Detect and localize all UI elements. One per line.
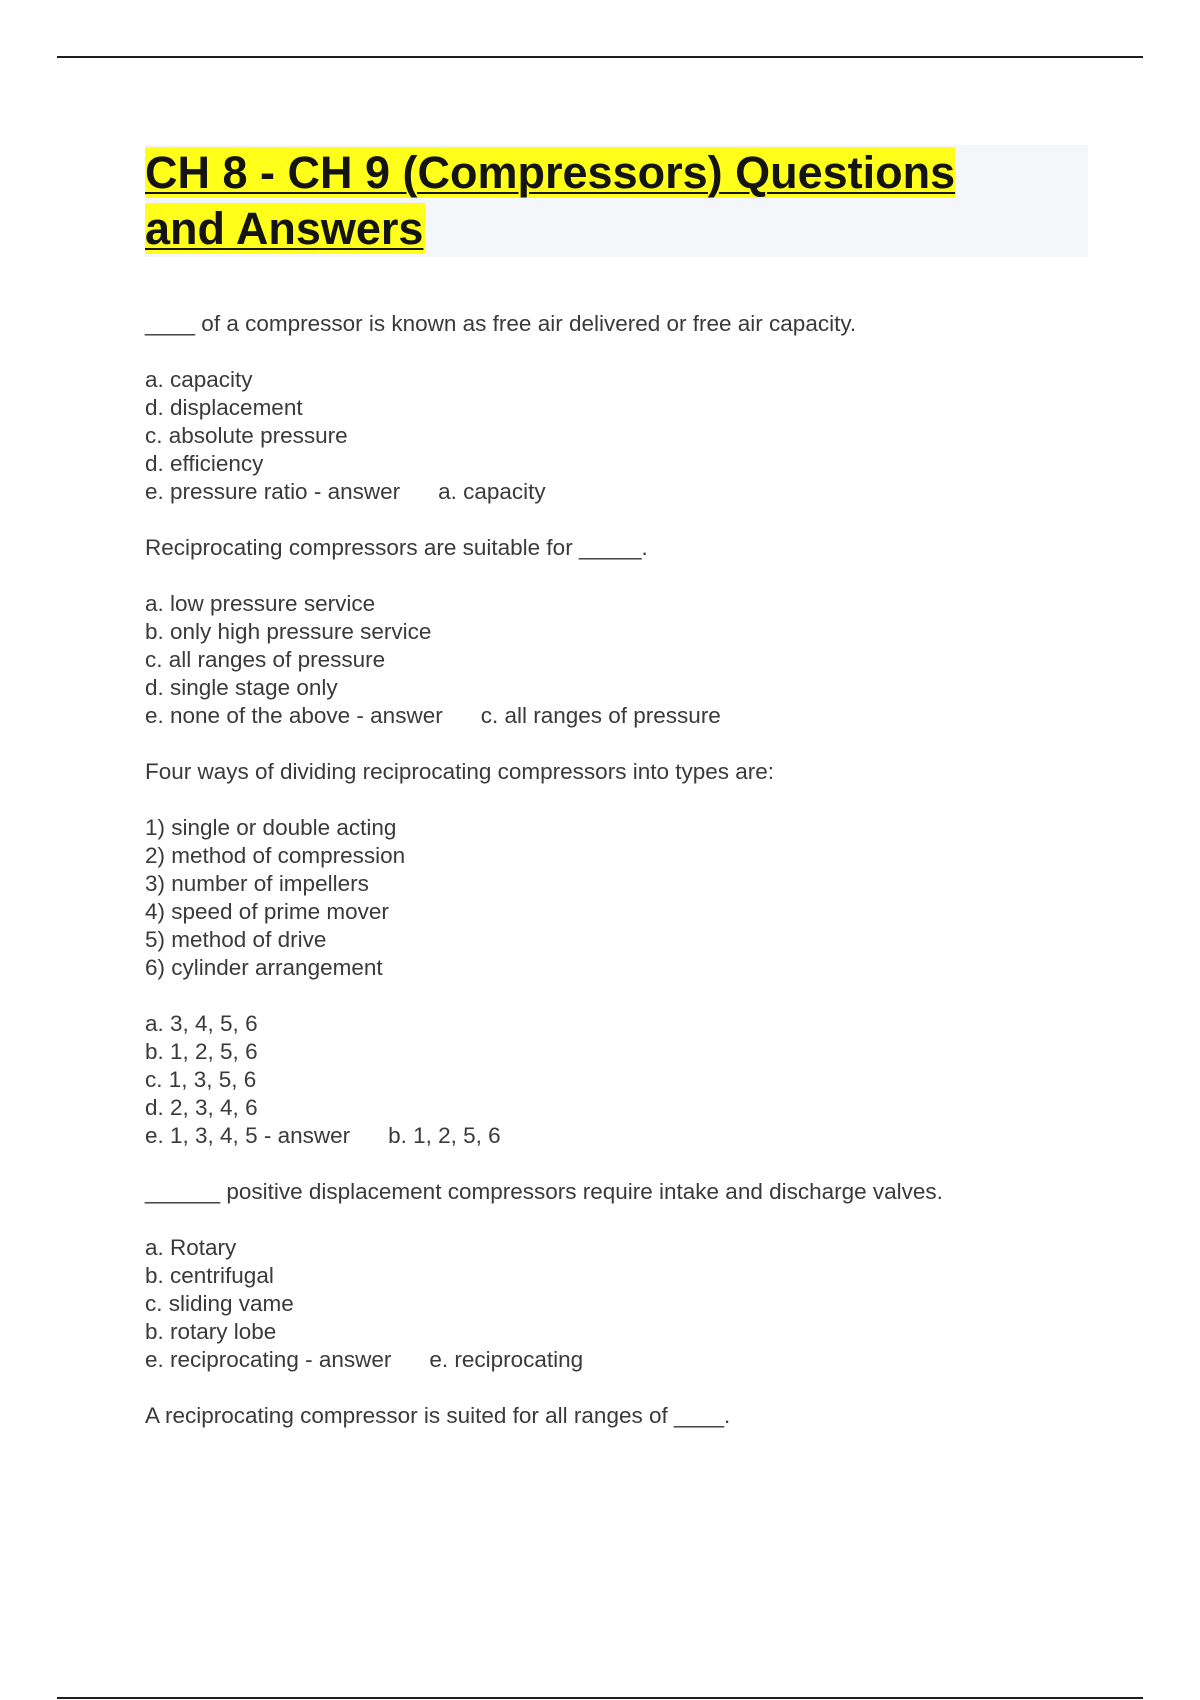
option: c. all ranges of pressure [145,647,386,672]
option: b. 1, 2, 5, 6 [145,1039,258,1064]
option: a. capacity [145,367,253,392]
list-item: 1) single or double acting [145,815,397,840]
option: d. single stage only [145,675,338,700]
question-2-prompt: Reciprocating compressors are suitable for _____. [145,535,648,560]
option: c. absolute pressure [145,423,348,448]
last-option: e. pressure ratio - answer [145,479,401,504]
answer: c. all ranges of pressure [480,703,721,728]
answer-line [145,702,1105,730]
top-rule [57,56,1143,58]
last-option: e. 1, 3, 4, 5 - answer [145,1123,351,1148]
option: d. efficiency [145,451,264,476]
option: a. low pressure service [145,591,376,616]
option: a. Rotary [145,1235,237,1260]
question-1-prompt: ____ of a compressor is known as free air delivered or free air capacity. [145,311,857,336]
document-body [145,310,1105,1458]
bottom-rule [57,1697,1143,1699]
answer-line [145,478,1105,506]
last-option: e. none of the above - answer [145,703,443,728]
option: d. 2, 3, 4, 6 [145,1095,258,1120]
list-item: 4) speed of prime mover [145,899,389,924]
option: c. 1, 3, 5, 6 [145,1067,257,1092]
answer-line [145,1122,1105,1150]
option: b. only high pressure service [145,619,432,644]
option: c. sliding vame [145,1291,294,1316]
question-1-options [145,366,1105,506]
option: a. 3, 4, 5, 6 [145,1011,258,1036]
question-5-prompt: A reciprocating compressor is suited for all ranges of ____. [145,1403,731,1428]
option: b. rotary lobe [145,1319,277,1344]
answer: b. 1, 2, 5, 6 [388,1123,501,1148]
option: b. centrifugal [145,1263,274,1288]
answer-line [145,1346,1105,1374]
document-title-text: CH 8 - CH 9 (Compressors) Questions and Answers [145,147,956,254]
answer: e. reciprocating [429,1347,584,1372]
question-3-list [145,814,1105,982]
question-4-prompt: ______ positive displacement compressors require intake and discharge valves. [145,1179,943,1204]
option: d. displacement [145,395,303,420]
question-3-options [145,1010,1105,1150]
question-4-options [145,1234,1105,1374]
list-item: 3) number of impellers [145,871,369,896]
document-title [145,145,1045,257]
list-item: 5) method of drive [145,927,327,952]
last-option: e. reciprocating - answer [145,1347,392,1372]
list-item: 6) cylinder arrangement [145,955,383,980]
question-3-prompt: Four ways of dividing reciprocating compressors into types are: [145,759,775,784]
question-2-options [145,590,1105,730]
answer: a. capacity [438,479,546,504]
list-item: 2) method of compression [145,843,406,868]
